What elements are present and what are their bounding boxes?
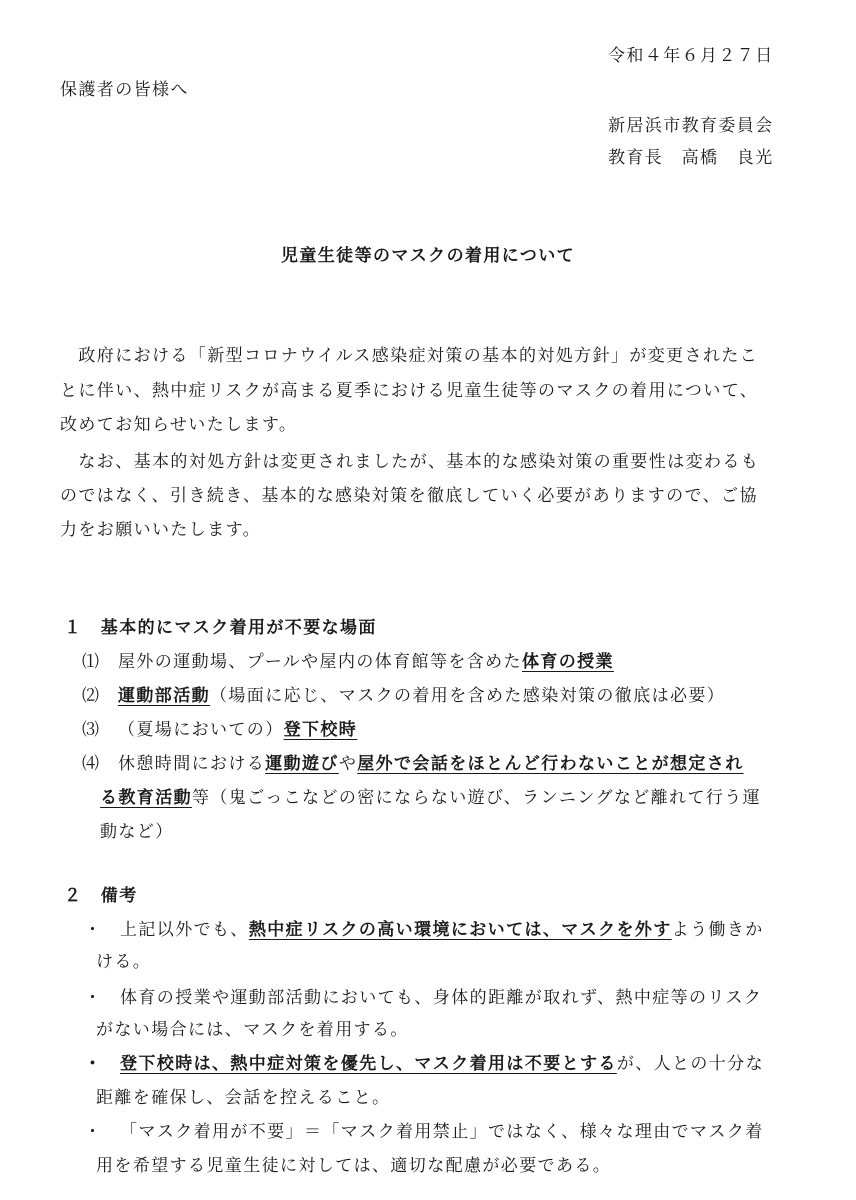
intro-line: とに伴い、熱中症リスクが高まる夏季における児童生徒等のマスクの着用について、: [60, 381, 759, 401]
issuer-person: 教育長 高橋 良光: [608, 148, 774, 168]
note-continuation: がない場合には、マスクを着用する。: [96, 1020, 409, 1040]
item-emphasis: 運動遊び: [265, 754, 339, 774]
bullet: ・: [84, 1054, 103, 1074]
item-text: 等（鬼ごっこなどの密にならない遊び、ランニングなど離れて行う運: [192, 788, 762, 808]
bullet: ・: [84, 1122, 103, 1142]
item-emphasis: 運動部活動: [118, 686, 210, 706]
issue-date: 令和４年６月２７日: [608, 46, 774, 66]
document-title: 児童生徒等のマスクの着用について: [280, 246, 576, 266]
note-continuation: 用を希望する児童生徒に対しては、適切な配慮が必要である。: [96, 1156, 612, 1176]
bullet: ・: [84, 920, 103, 940]
item-emphasis: 体育の授業: [521, 652, 614, 672]
item-number: ⑵: [82, 686, 101, 706]
list-item-continuation: 動など）: [100, 822, 174, 842]
item-number: ⑷: [82, 754, 101, 774]
issuer-organization: 新居浜市教育委員会: [608, 116, 774, 136]
item-emphasis: 屋外で会話をほとんど行わないことが想定され: [357, 754, 744, 774]
note-continuation: ける。: [96, 952, 152, 972]
item-text: 休憩時間における: [118, 754, 266, 774]
note-text: 上記以外でも、: [120, 920, 249, 940]
note-text: よう働きか: [671, 920, 764, 940]
note-text: が、人との十分な: [616, 1054, 765, 1074]
list-item: [118, 752, 744, 776]
list-item: [118, 650, 614, 674]
list-item: [118, 718, 357, 742]
note-emphasis: 登下校時は、熱中症対策を優先し、マスク着用は不要とする: [120, 1054, 617, 1074]
intro-line: 改めてお知らせいたします。: [60, 415, 298, 435]
intro-line: のではなく、引き続き、基本的な感染対策を徹底していく必要がありますので、ご協: [60, 486, 758, 506]
item-emphasis: る教育活動: [100, 788, 192, 808]
note-emphasis: 熱中症リスクの高い環境においては、マスクを外す: [248, 920, 672, 940]
item-text: （場面に応じ、マスクの着用を含めた感染対策の徹底は必要）: [210, 686, 726, 706]
intro-line: なお、基本的対処方針は変更されましたが、基本的な感染対策の重要性は変わるも: [60, 452, 760, 472]
note-item: [120, 918, 764, 942]
item-number: ⑴: [82, 652, 101, 672]
section1-heading: １ 基本的にマスク着用が不要な場面: [64, 618, 377, 638]
note-item: [120, 1052, 764, 1076]
intro-line: 政府における「新型コロナウイルス感染症対策の基本的対処方針」が変更されたこ: [60, 346, 759, 366]
note-item: 「マスク着用が不要」＝「マスク着用禁止」ではなく、様々な理由でマスク着: [120, 1122, 764, 1142]
item-emphasis: 登下校時: [283, 720, 358, 740]
intro-line: 力をお願いいたします。: [60, 520, 262, 540]
section2-heading: ２ 備考: [64, 886, 138, 906]
note-continuation: 距離を確保し、会話を控えること。: [96, 1088, 391, 1108]
list-item: [118, 684, 725, 708]
item-text: や: [338, 754, 358, 774]
note-item: 体育の授業や運動部活動においても、身体的距離が取れず、熱中症等のリスク: [120, 988, 763, 1008]
list-item-continuation: [100, 786, 761, 810]
recipient-line: 保護者の皆様へ: [60, 80, 189, 100]
item-text: 屋外の運動場、プールや屋内の体育館等を含めた: [118, 652, 522, 672]
item-text: （夏場においての）: [118, 720, 284, 740]
item-number: ⑶: [82, 720, 101, 740]
bullet: ・: [84, 988, 103, 1008]
